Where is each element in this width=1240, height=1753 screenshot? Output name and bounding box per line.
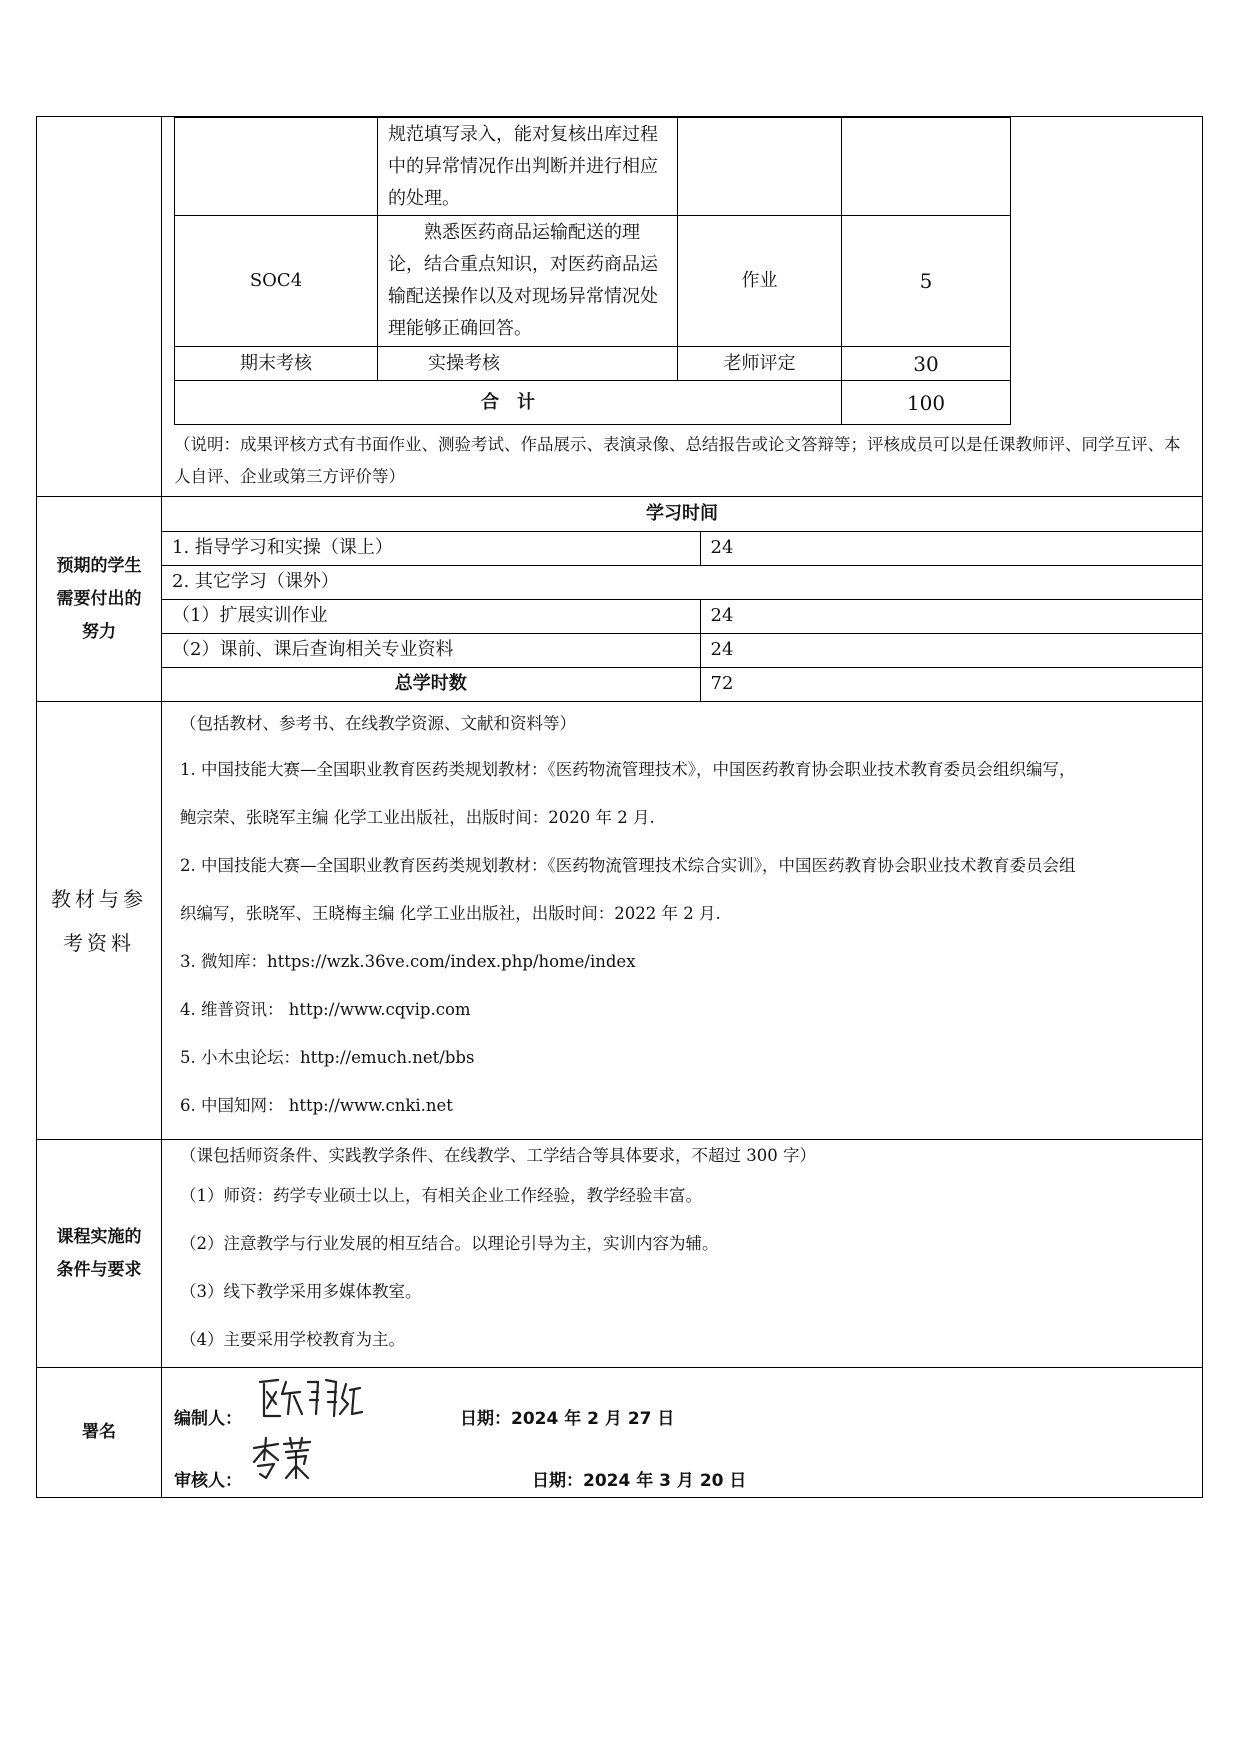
assessment-cell [162,117,1203,497]
assessment-desc: 规范填写录入，能对复核出库过程中的异常情况作出判断并进行相应的处理。 [378,118,678,216]
assessment-left-cell [37,117,162,497]
materials-line: （包括教材、参考书、在线教学资源、文献和资料等） [180,714,576,733]
assessment-desc: 熟悉医药商品运输配送的理论，结合重点知识，对医药商品运输配送操作以及对现场异常情况处理能够正确回答。 [378,216,678,347]
study-row [162,531,1202,565]
study-hours: 24 [700,531,1202,565]
study-total-hours: 72 [700,667,1202,701]
assessment-id: SOC4 [175,216,378,347]
materials-label: 教材与参考资料 [37,702,162,1140]
materials-line: 鲍宗荣、张晓军主编 化学工业出版社，出版时间：2020 年 2 月. [180,808,655,827]
conditions-section [37,1140,1203,1368]
assessment-method: 老师评定 [678,347,842,381]
editor-signature [254,1374,364,1426]
study-hours: 24 [700,599,1202,633]
reviewer-label: 审核人： [174,1471,242,1491]
conditions-label: 课程实施的条件与要求 [37,1140,162,1368]
assessment-total-row [175,381,1011,425]
assessment-weight: 30 [842,347,1011,381]
conditions-line: （1）师资：药学专业硕士以上，有相关企业工作经验，教学经验丰富。 [180,1186,702,1205]
materials-line: 4. 维普资讯： http://www.cqvip.com [180,1000,471,1019]
study-item: （2）课前、课后查询相关专业资料 [162,633,700,667]
materials-line: 1. 中国技能大赛—全国职业教育医药类规划教材：《医药物流管理技术》，中国医药教育协会职业技术教育委员会组织编写， [180,760,1076,779]
study-cell [162,497,1203,702]
study-header-row [162,497,1202,531]
assessment-weight [842,118,1011,216]
study-total-row [162,667,1202,701]
assessment-id: 期末考核 [175,347,378,381]
assessment-desc: 实操考核 [378,347,678,381]
study-row [162,633,1202,667]
study-item: （1）扩展实训作业 [162,599,700,633]
conditions-line: （3）线下教学采用多媒体教室。 [180,1282,422,1301]
materials-line: 2. 中国技能大赛—全国职业教育医药类规划教材：《医药物流管理技术综合实训》，中国医药教育协会职业技术教育委员会组 [180,856,1076,875]
conditions-list [162,1140,1202,1364]
assessment-row [175,216,1011,347]
materials-line: 3. 微知库：https://wzk.36ve.com/index.php/home/index [180,952,636,971]
study-header: 学习时间 [162,497,1202,531]
conditions-line: （4）主要采用学校教育为主。 [180,1330,405,1349]
assessment-id [175,118,378,216]
study-label: 预期的学生需要付出的努力 [37,497,162,702]
materials-line: 6. 中国知网： http://www.cnki.net [180,1096,453,1115]
study-row [162,599,1202,633]
reviewer-date: 日期：2024 年 3 月 20 日 [532,1471,747,1491]
assessment-section [37,117,1203,497]
editor-label: 编制人： [174,1409,242,1429]
course-document-table [36,116,1203,1498]
materials-cell [162,702,1203,1140]
study-section [37,497,1203,702]
conditions-line: （课包括师资条件、实践教学条件、在线教学、工学结合等具体要求，不超过 300 字） [180,1146,816,1165]
signature-area [162,1368,1202,1497]
assessment-weight: 5 [842,216,1011,347]
assessment-table [174,117,1011,425]
study-total-label: 总学时数 [162,667,700,701]
assessment-method: 作业 [678,216,842,347]
study-time-table [162,497,1202,701]
materials-line: 织编写，张晓军、王晓梅主编 化学工业出版社，出版时间：2022 年 2 月. [180,904,721,923]
assessment-total-value: 100 [842,381,1011,425]
signature-section [37,1368,1203,1498]
materials-line: 5. 小木虫论坛：http://emuch.net/bbs [180,1048,475,1067]
study-hours: 24 [700,633,1202,667]
study-item: 1. 指导学习和实操（课上） [162,531,700,565]
assessment-note: （说明：成果评核方式有书面作业、测验考试、作品展示、表演录像、总结报告或论文答辩等；评核成员可以是任课教师评、同学互评、本人自评、企业或第三方评价等） [174,435,1181,486]
materials-list [162,702,1202,1130]
conditions-line: （2）注意教学与行业发展的相互结合。以理论引导为主，实训内容为辅。 [180,1234,719,1253]
conditions-cell [162,1140,1203,1368]
study-item: 2. 其它学习（课外） [162,565,1202,599]
editor-date: 日期：2024 年 2 月 27 日 [460,1409,675,1429]
assessment-row [175,118,1011,216]
assessment-method [678,118,842,216]
study-row [162,565,1202,599]
assessment-total-label: 合 计 [175,381,842,425]
signature-cell [162,1368,1203,1498]
materials-section [37,702,1203,1140]
assessment-row [175,347,1011,381]
signature-label: 署名 [37,1368,162,1498]
reviewer-signature [250,1434,316,1484]
